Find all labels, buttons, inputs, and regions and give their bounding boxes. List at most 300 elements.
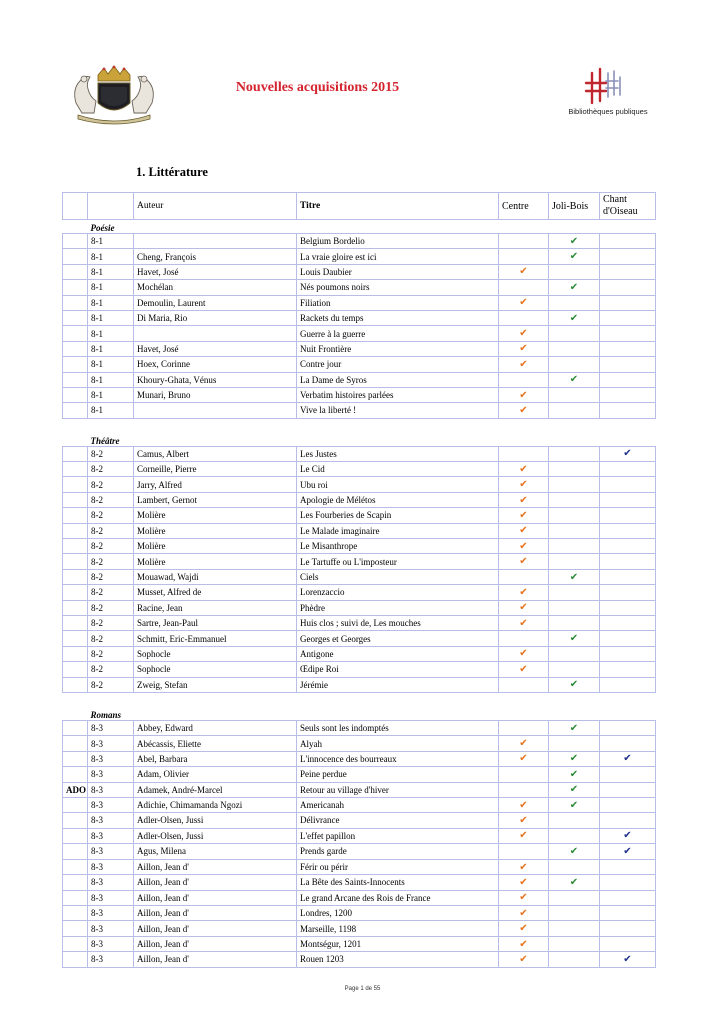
acquisitions-table: [62, 192, 656, 968]
joli-check-cell: [549, 508, 600, 523]
auteur-cell: Sophocle: [134, 662, 297, 677]
joli-check-cell: [549, 751, 600, 766]
joli-check-cell: [549, 600, 600, 615]
table-row: [63, 523, 656, 538]
cote-cell: 8-2: [88, 446, 134, 461]
joli-check-cell: [549, 720, 600, 735]
table-row: [63, 295, 656, 310]
header-mark-cell: [63, 193, 88, 220]
row-label: [63, 952, 88, 967]
table-row: [63, 477, 656, 492]
auteur-cell: Aillon, Jean d': [134, 952, 297, 967]
chant-check-cell: [600, 875, 656, 890]
cote-cell: 8-3: [88, 844, 134, 860]
joli-check-cell: [549, 662, 600, 677]
joli-check-cell: [549, 797, 600, 812]
chant-check-cell: [600, 554, 656, 569]
centre-check-cell: [499, 280, 549, 295]
checkmark-icon: ✔: [569, 799, 579, 811]
centre-check-cell: [499, 767, 549, 782]
titre-cell: Verbatim histoires parlées: [297, 387, 499, 402]
cote-cell: 8-2: [88, 569, 134, 584]
checkmark-icon: ✔: [519, 753, 528, 765]
joli-check-cell: [549, 280, 600, 295]
checkmark-icon: ✔: [519, 556, 528, 568]
group-header-row: [63, 433, 656, 447]
checkmark-icon: ✔: [569, 633, 579, 645]
titre-cell: Jérémie: [297, 677, 499, 692]
checkmark-icon: ✔: [519, 358, 528, 370]
centre-check-cell: [499, 387, 549, 402]
joli-check-cell: [549, 631, 600, 646]
row-label: [63, 508, 88, 523]
joli-check-cell: [549, 326, 600, 341]
chant-check-cell: [600, 751, 656, 766]
titre-cell: Le Cid: [297, 462, 499, 477]
chant-check-cell: [600, 264, 656, 279]
checkmark-icon: ✔: [519, 861, 528, 873]
checkmark-icon: ✔: [519, 479, 528, 491]
header-chant-oiseau: Chant d'Oiseau: [600, 193, 656, 220]
cote-cell: 8-2: [88, 554, 134, 569]
centre-check-cell: [499, 797, 549, 812]
auteur-cell: Cheng, François: [134, 249, 297, 264]
chant-check-cell: [600, 403, 656, 418]
cote-cell: 8-2: [88, 662, 134, 677]
auteur-cell: Adam, Olivier: [134, 767, 297, 782]
row-label: [63, 554, 88, 569]
table-row: [63, 569, 656, 584]
checkmark-icon: ✔: [569, 753, 579, 765]
titre-cell: Les Justes: [297, 446, 499, 461]
row-label: [63, 264, 88, 279]
chant-check-cell: [600, 492, 656, 507]
table-row: [63, 859, 656, 874]
checkmark-icon: ✔: [519, 876, 528, 888]
chant-check-cell: [600, 462, 656, 477]
checkmark-icon: ✔: [519, 617, 528, 629]
checkmark-icon: ✔: [569, 722, 579, 734]
titre-cell: Londres, 1200: [297, 906, 499, 921]
auteur-cell: [134, 326, 297, 341]
auteur-cell: Aillon, Jean d': [134, 906, 297, 921]
chant-check-cell: [600, 813, 656, 828]
cote-cell: 8-2: [88, 508, 134, 523]
row-label: [63, 249, 88, 264]
chant-check-cell: [600, 906, 656, 921]
centre-check-cell: [499, 462, 549, 477]
cote-cell: 8-1: [88, 249, 134, 264]
cote-cell: 8-3: [88, 767, 134, 782]
joli-check-cell: [549, 875, 600, 890]
titre-cell: Lorenzaccio: [297, 585, 499, 600]
auteur-cell: Aillon, Jean d': [134, 875, 297, 890]
chant-check-cell: [600, 797, 656, 812]
checkmark-icon: ✔: [519, 404, 528, 416]
row-label: [63, 936, 88, 951]
centre-check-cell: [499, 952, 549, 967]
joli-check-cell: [549, 782, 600, 797]
table-row: [63, 539, 656, 554]
checkmark-icon: ✔: [519, 509, 528, 521]
titre-cell: Louis Daubier: [297, 264, 499, 279]
centre-check-cell: [499, 403, 549, 418]
joli-check-cell: [549, 936, 600, 951]
auteur-cell: Adler-Olsen, Jussi: [134, 828, 297, 843]
titre-cell: Le Tartuffe ou L'imposteur: [297, 554, 499, 569]
row-label: [63, 310, 88, 325]
cote-cell: 8-3: [88, 828, 134, 843]
auteur-cell: Mochélan: [134, 280, 297, 295]
table-row: [63, 952, 656, 967]
centre-check-cell: [499, 249, 549, 264]
chant-check-cell: [600, 249, 656, 264]
joli-check-cell: [549, 767, 600, 782]
checkmark-icon: ✔: [569, 845, 579, 857]
titre-cell: Rackets du temps: [297, 310, 499, 325]
centre-check-cell: [499, 508, 549, 523]
cote-cell: 8-2: [88, 677, 134, 692]
group-spacer: [63, 418, 656, 433]
chant-check-cell: [600, 859, 656, 874]
joli-check-cell: [549, 234, 600, 249]
cote-cell: 8-3: [88, 890, 134, 905]
centre-check-cell: [499, 357, 549, 372]
auteur-cell: Corneille, Pierre: [134, 462, 297, 477]
chant-check-cell: [600, 662, 656, 677]
header-centre: Centre: [499, 193, 549, 220]
centre-check-cell: [499, 295, 549, 310]
titre-cell: Retour au village d'hiver: [297, 782, 499, 797]
joli-check-cell: [549, 462, 600, 477]
cote-cell: 8-2: [88, 523, 134, 538]
row-label: [63, 813, 88, 828]
cote-cell: 8-1: [88, 295, 134, 310]
checkmark-icon: ✔: [623, 753, 632, 765]
checkmark-icon: ✔: [569, 571, 579, 583]
table-row: [63, 357, 656, 372]
chant-check-cell: [600, 280, 656, 295]
table-row: [63, 554, 656, 569]
joli-check-cell: [549, 310, 600, 325]
table-row: [63, 462, 656, 477]
table-row: [63, 906, 656, 921]
centre-check-cell: [499, 631, 549, 646]
cote-cell: 8-1: [88, 280, 134, 295]
centre-check-cell: [499, 906, 549, 921]
row-label: [63, 662, 88, 677]
table-row: [63, 782, 656, 797]
chant-check-cell: [600, 341, 656, 356]
titre-cell: La Bête des Saints-Innocents: [297, 875, 499, 890]
group-name: Romans: [90, 709, 122, 720]
cote-cell: 8-3: [88, 720, 134, 735]
auteur-cell: Zweig, Stefan: [134, 677, 297, 692]
auteur-cell: Aillon, Jean d': [134, 890, 297, 905]
centre-check-cell: [499, 341, 549, 356]
joli-check-cell: [549, 523, 600, 538]
checkmark-icon: ✔: [519, 602, 528, 614]
chant-check-cell: [600, 890, 656, 905]
titre-cell: Belgium Bordelio: [297, 234, 499, 249]
checkmark-icon: ✔: [569, 784, 579, 796]
joli-check-cell: [549, 492, 600, 507]
chant-check-cell: [600, 782, 656, 797]
chant-check-cell: [600, 921, 656, 936]
centre-check-cell: [499, 890, 549, 905]
checkmark-icon: ✔: [569, 679, 579, 691]
centre-check-cell: [499, 720, 549, 735]
checkmark-icon: ✔: [519, 343, 528, 355]
table-row: [63, 751, 656, 766]
joli-check-cell: [549, 387, 600, 402]
joli-check-cell: [549, 585, 600, 600]
centre-check-cell: [499, 936, 549, 951]
auteur-cell: Abel, Barbara: [134, 751, 297, 766]
centre-check-cell: [499, 554, 549, 569]
chant-check-cell: [600, 677, 656, 692]
auteur-cell: Havet, José: [134, 264, 297, 279]
titre-cell: Marseille, 1198: [297, 921, 499, 936]
titre-cell: Antigone: [297, 646, 499, 661]
table-row: [63, 326, 656, 341]
checkmark-icon: ✔: [519, 830, 528, 842]
titre-cell: Huis clos ; suivi de, Les mouches: [297, 615, 499, 630]
joli-check-cell: [549, 615, 600, 630]
row-label: [63, 569, 88, 584]
logo-caption: Bibliothèques publiques: [568, 107, 648, 116]
chant-check-cell: [600, 646, 656, 661]
titre-cell: Alyah: [297, 736, 499, 751]
checkmark-icon: ✔: [519, 494, 528, 506]
auteur-cell: Agus, Milena: [134, 844, 297, 860]
row-label: [63, 234, 88, 249]
titre-cell: Seuls sont les indomptés: [297, 720, 499, 735]
table-row: [63, 813, 656, 828]
row-label: [63, 631, 88, 646]
row-label: [63, 403, 88, 418]
auteur-cell: Aillon, Jean d': [134, 921, 297, 936]
chant-check-cell: [600, 446, 656, 461]
centre-check-cell: [499, 264, 549, 279]
cote-cell: 8-2: [88, 646, 134, 661]
row-label: [63, 844, 88, 860]
auteur-cell: Khoury-Ghata, Vénus: [134, 372, 297, 387]
checkmark-icon: ✔: [569, 235, 579, 247]
joli-check-cell: [549, 372, 600, 387]
joli-check-cell: [549, 952, 600, 967]
joli-check-cell: [549, 357, 600, 372]
centre-check-cell: [499, 828, 549, 843]
checkmark-icon: ✔: [519, 907, 528, 919]
centre-check-cell: [499, 446, 549, 461]
table-row: [63, 310, 656, 325]
table-row: [63, 615, 656, 630]
centre-check-cell: [499, 600, 549, 615]
row-label: [63, 677, 88, 692]
cote-cell: 8-2: [88, 492, 134, 507]
auteur-cell: Mouawad, Wajdi: [134, 569, 297, 584]
auteur-cell: Aillon, Jean d': [134, 936, 297, 951]
chant-check-cell: [600, 720, 656, 735]
chant-check-cell: [600, 600, 656, 615]
table-row: [63, 890, 656, 905]
table-row: [63, 403, 656, 418]
cote-cell: 8-1: [88, 326, 134, 341]
centre-check-cell: [499, 646, 549, 661]
header-joli-bois: Joli-Bois: [549, 193, 600, 220]
checkmark-icon: ✔: [519, 266, 528, 278]
row-label: [63, 523, 88, 538]
titre-cell: Le Misanthrope: [297, 539, 499, 554]
titre-cell: Délivrance: [297, 813, 499, 828]
row-label: [63, 736, 88, 751]
chant-check-cell: [600, 357, 656, 372]
table-row: [63, 921, 656, 936]
centre-check-cell: [499, 751, 549, 766]
checkmark-icon: ✔: [519, 953, 528, 965]
centre-check-cell: [499, 326, 549, 341]
cote-cell: 8-3: [88, 936, 134, 951]
centre-check-cell: [499, 234, 549, 249]
row-label: [63, 492, 88, 507]
titre-cell: Montségur, 1201: [297, 936, 499, 951]
table-row: [63, 341, 656, 356]
joli-check-cell: [549, 813, 600, 828]
titre-cell: Guerre à la guerre: [297, 326, 499, 341]
checkmark-icon: ✔: [519, 892, 528, 904]
cote-cell: 8-2: [88, 585, 134, 600]
centre-check-cell: [499, 615, 549, 630]
auteur-cell: Sophocle: [134, 646, 297, 661]
cote-cell: 8-2: [88, 615, 134, 630]
titre-cell: Nés poumons noirs: [297, 280, 499, 295]
checkmark-icon: ✔: [569, 281, 579, 293]
row-label: [63, 767, 88, 782]
titre-cell: Peine perdue: [297, 767, 499, 782]
table-row: [63, 646, 656, 661]
chant-check-cell: [600, 569, 656, 584]
titre-cell: Georges et Georges: [297, 631, 499, 646]
titre-cell: L'innocence des bourreaux: [297, 751, 499, 766]
titre-cell: Apologie de Mélétos: [297, 492, 499, 507]
row-label: [63, 295, 88, 310]
table-row: [63, 662, 656, 677]
chant-check-cell: [600, 767, 656, 782]
chant-check-cell: [600, 736, 656, 751]
chant-check-cell: [600, 936, 656, 951]
centre-check-cell: [499, 813, 549, 828]
titre-cell: La vraie gloire est ici: [297, 249, 499, 264]
titre-cell: La Dame de Syros: [297, 372, 499, 387]
chant-check-cell: [600, 631, 656, 646]
chant-check-cell: [600, 615, 656, 630]
table-row: [63, 736, 656, 751]
group-header-row: [63, 220, 656, 234]
cote-cell: 8-3: [88, 952, 134, 967]
cote-cell: 8-1: [88, 341, 134, 356]
cote-cell: 8-3: [88, 921, 134, 936]
cote-cell: 8-2: [88, 631, 134, 646]
chant-check-cell: [600, 234, 656, 249]
auteur-cell: Abécassis, Eliette: [134, 736, 297, 751]
table-row: [63, 936, 656, 951]
titre-cell: Vive la liberté !: [297, 403, 499, 418]
page-footer: Page 1 de 55: [344, 986, 381, 992]
cote-cell: 8-3: [88, 813, 134, 828]
checkmark-icon: ✔: [519, 648, 528, 660]
auteur-cell: Lambert, Gernot: [134, 492, 297, 507]
auteur-cell: [134, 234, 297, 249]
row-label: [63, 477, 88, 492]
table-row: [63, 720, 656, 735]
chant-check-cell: [600, 310, 656, 325]
auteur-cell: Munari, Bruno: [134, 387, 297, 402]
checkmark-icon: ✔: [519, 525, 528, 537]
auteur-cell: Musset, Alfred de: [134, 585, 297, 600]
checkmark-icon: ✔: [623, 953, 632, 965]
auteur-cell: Di Maria, Rio: [134, 310, 297, 325]
table-row: [63, 828, 656, 843]
group-name: Théâtre: [90, 435, 120, 446]
auteur-cell: Aillon, Jean d': [134, 859, 297, 874]
titre-cell: Le Malade imaginaire: [297, 523, 499, 538]
table-row: [63, 600, 656, 615]
joli-check-cell: [549, 921, 600, 936]
checkmark-icon: ✔: [623, 830, 632, 842]
titre-cell: Rouen 1203: [297, 952, 499, 967]
auteur-cell: Molière: [134, 554, 297, 569]
row-label: [63, 341, 88, 356]
joli-check-cell: [549, 446, 600, 461]
checkmark-icon: ✔: [519, 540, 528, 552]
header-auteur: Auteur: [134, 193, 297, 220]
centre-check-cell: [499, 844, 549, 860]
joli-check-cell: [549, 569, 600, 584]
centre-check-cell: [499, 372, 549, 387]
auteur-cell: Adichie, Chimamanda Ngozi: [134, 797, 297, 812]
chant-check-cell: [600, 508, 656, 523]
auteur-cell: Havet, José: [134, 341, 297, 356]
chant-check-cell: [600, 477, 656, 492]
joli-check-cell: [549, 906, 600, 921]
cote-cell: 8-1: [88, 357, 134, 372]
table-row: [63, 677, 656, 692]
checkmark-icon: ✔: [623, 845, 632, 857]
group-header-row: [63, 707, 656, 721]
titre-cell: Prends garde: [297, 844, 499, 860]
auteur-cell: Camus, Albert: [134, 446, 297, 461]
chant-check-cell: [600, 295, 656, 310]
centre-check-cell: [499, 677, 549, 692]
chant-check-cell: [600, 828, 656, 843]
table-row: [63, 631, 656, 646]
centre-check-cell: [499, 569, 549, 584]
joli-check-cell: [549, 403, 600, 418]
cote-cell: 8-1: [88, 403, 134, 418]
chant-check-cell: [600, 523, 656, 538]
row-label: [63, 875, 88, 890]
row-label: [63, 539, 88, 554]
titre-cell: Nuit Frontière: [297, 341, 499, 356]
table-row: [63, 508, 656, 523]
centre-check-cell: [499, 585, 549, 600]
checkmark-icon: ✔: [519, 663, 528, 675]
joli-check-cell: [549, 539, 600, 554]
centre-check-cell: [499, 662, 549, 677]
auteur-cell: Racine, Jean: [134, 600, 297, 615]
checkmark-icon: ✔: [623, 448, 632, 460]
